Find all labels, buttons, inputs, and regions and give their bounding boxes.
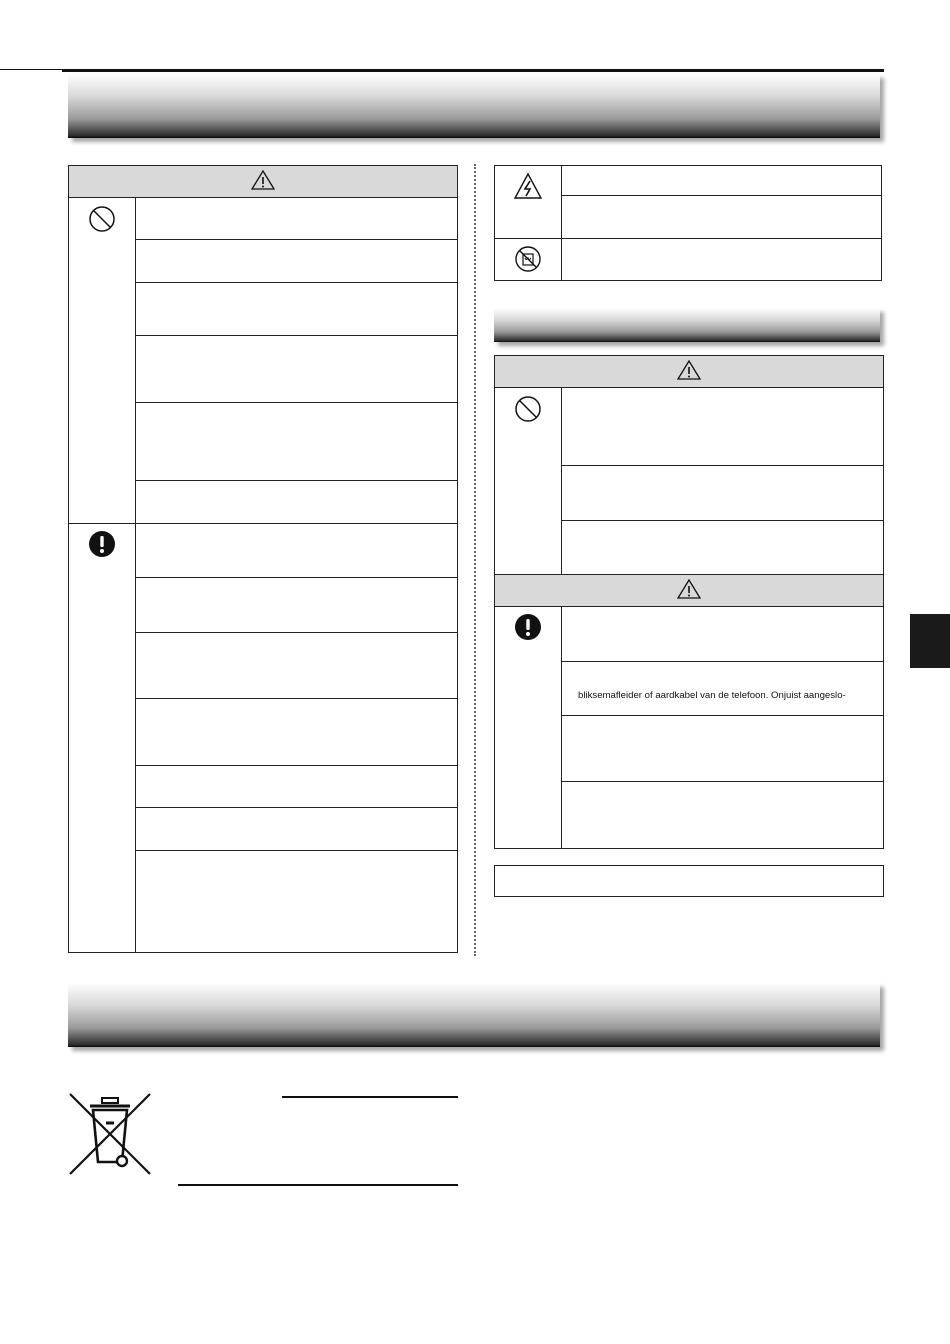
- chapter-side-tab: [910, 614, 950, 668]
- no-water-row: [562, 239, 882, 281]
- mandatory-icon-cell: [69, 524, 136, 953]
- mandatory-icon: [88, 530, 116, 558]
- right-top-table: [494, 165, 882, 281]
- prohibited-row: [136, 481, 458, 524]
- prohibited-row: [136, 283, 458, 336]
- no-water-icon-cell: [495, 239, 562, 281]
- install-caution-header: [495, 575, 884, 607]
- mandatory-row: [136, 578, 458, 633]
- disposal-rule-top: [282, 1096, 458, 1098]
- note-box: [494, 865, 884, 897]
- install-mandatory-row: [562, 782, 884, 849]
- mandatory-row: [136, 851, 458, 953]
- install-prohibited-icon-cell: [495, 388, 562, 575]
- top-rule-thick: [62, 70, 884, 72]
- mandatory-icon: [514, 613, 542, 641]
- mandatory-row: [136, 524, 458, 578]
- section-banner-install: [494, 308, 880, 342]
- install-mandatory-row: bliksemafleider of aardkabel van de telefoon. Onjuist aangeslo-: [562, 662, 884, 716]
- column-divider: [474, 164, 476, 956]
- install-prohibited-row: [562, 388, 884, 466]
- wheelie-bin-crossed-icon: [68, 1092, 152, 1176]
- prohibited-icon-cell: [69, 198, 136, 524]
- install-prohibited-row: [562, 466, 884, 521]
- electric-row: [562, 196, 882, 239]
- electric-icon-cell: [495, 166, 562, 239]
- mandatory-row: [136, 808, 458, 851]
- prohibited-icon: [87, 204, 117, 234]
- mandatory-row: [136, 633, 458, 699]
- mandatory-row: [136, 699, 458, 766]
- warning-triangle-icon: [677, 579, 701, 599]
- install-mandatory-row: [562, 716, 884, 782]
- section-banner-top: [68, 74, 880, 138]
- install-safety-table: [494, 355, 884, 849]
- no-water-icon: [514, 245, 542, 273]
- prohibited-row: [136, 403, 458, 481]
- install-mandatory-row: [562, 607, 884, 662]
- electric-hazard-icon: [513, 172, 543, 200]
- mandatory-row: [136, 766, 458, 808]
- install-warning-header: [495, 356, 884, 388]
- warning-triangle-icon: [677, 360, 701, 380]
- disposal-rule-bottom: [178, 1184, 458, 1186]
- prohibited-row: [136, 336, 458, 403]
- warning-triangle-icon: [251, 170, 275, 190]
- install-prohibited-row: [562, 521, 884, 575]
- electric-row: [562, 166, 882, 196]
- prohibited-icon: [513, 394, 543, 424]
- section-banner-disposal: [68, 983, 880, 1047]
- left-safety-table: [68, 165, 458, 953]
- prohibited-row: [136, 240, 458, 283]
- warning-header: [69, 166, 458, 198]
- install-mandatory-icon-cell: [495, 607, 562, 849]
- prohibited-row: [136, 198, 458, 240]
